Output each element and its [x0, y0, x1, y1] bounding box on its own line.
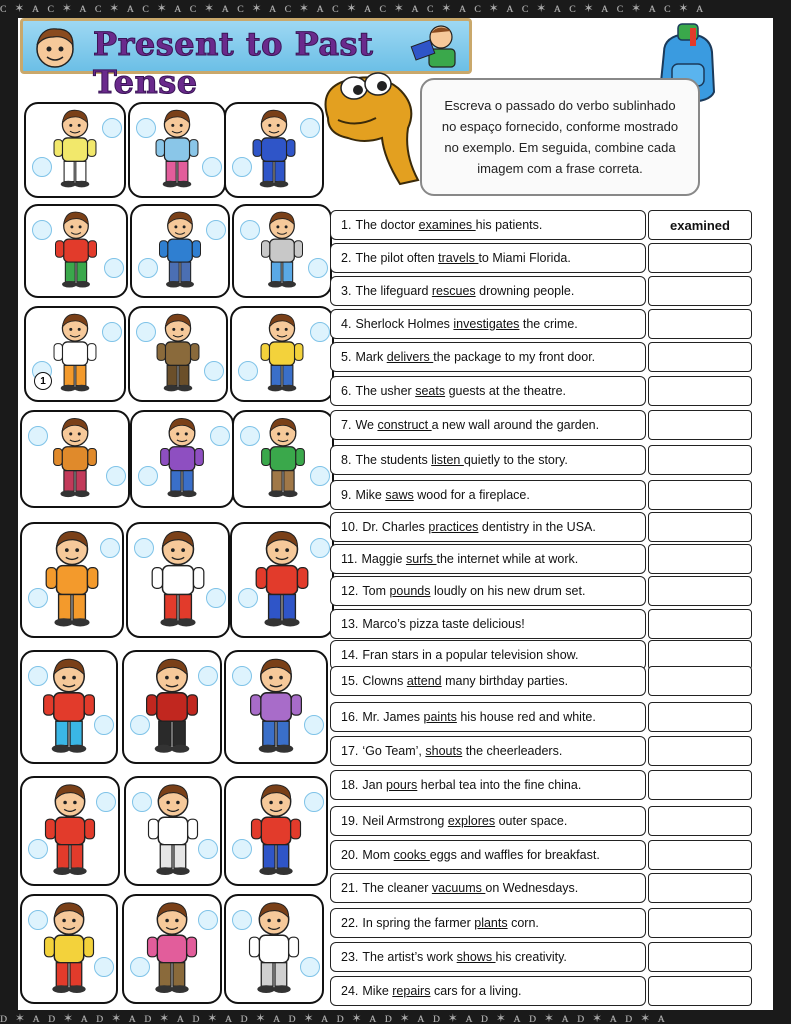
picture-doctor[interactable] [24, 102, 126, 198]
sentence-number: 1. [341, 218, 352, 232]
sentence-text: his patients. [475, 218, 543, 232]
underlined-verb: listen [431, 453, 464, 467]
bubble-decoration [304, 715, 324, 735]
picture-guitar-boy[interactable] [130, 204, 230, 298]
picture-doctor-orange[interactable] [24, 306, 126, 402]
kid-figure-icon [257, 208, 308, 290]
picture-office-girl[interactable] [122, 894, 222, 1004]
sentence-text: a new wall around the garden. [431, 418, 600, 432]
sentence-text: Sherlock Holmes [355, 317, 454, 331]
sentence-text: the package to my front door. [433, 350, 596, 364]
kid-figure-icon [39, 898, 100, 996]
kid-figure-icon [38, 654, 101, 756]
answer-box[interactable] [648, 806, 752, 836]
sentence-number: 5. [341, 350, 352, 364]
sentence-number: 4. [341, 317, 352, 331]
answer-box[interactable] [648, 445, 752, 475]
sentence-row [330, 873, 646, 903]
kid-figure-icon [257, 414, 310, 500]
sentence-text: Jan [362, 778, 387, 792]
bubble-decoration [240, 220, 260, 240]
sentence-text: on Wednesdays. [485, 881, 579, 895]
underlined-verb: shows [456, 950, 496, 964]
sentence-number: 20. [341, 848, 359, 862]
answer-box[interactable] [648, 770, 752, 800]
underlined-verb: practices [428, 520, 479, 534]
bubble-decoration [310, 322, 330, 342]
sentence-row [330, 976, 646, 1006]
picture-cleaner[interactable] [20, 410, 130, 508]
sentence-number: 10. [341, 520, 359, 534]
sentence-text: Mr. James [362, 710, 424, 724]
sentence-text: dentistry in the USA. [478, 520, 596, 534]
kid-figure-icon [244, 898, 305, 996]
sentence-text: Mike [355, 488, 386, 502]
sentence-row [330, 942, 646, 972]
kid-figure-icon [156, 414, 209, 500]
sentence-text: The cleaner [362, 881, 432, 895]
bubble-decoration [94, 957, 114, 977]
bubble-decoration [232, 157, 252, 177]
instructions-bubble [420, 78, 700, 196]
bubble-decoration [238, 588, 258, 608]
underlined-verb: pounds [389, 584, 431, 598]
picture-clown[interactable] [20, 650, 118, 764]
bubble-decoration [210, 426, 230, 446]
kid-figure-icon [51, 208, 102, 290]
bubble-decoration [96, 792, 116, 812]
underlined-verb: explores [447, 814, 496, 828]
sentence-text: Dr. Charles [362, 520, 429, 534]
underlined-verb: repairs [392, 984, 431, 998]
bubble-decoration [32, 220, 52, 240]
sentence-text: The doctor [355, 218, 419, 232]
bubble-decoration [204, 361, 224, 381]
picture-cheerleader[interactable] [230, 522, 334, 638]
bubble-decoration [308, 258, 328, 278]
underlined-verb: saws [385, 488, 414, 502]
instructions-text: Escreva o passado do verbo sublinhado no espaço fornecido, conforme mostrado no exemplo. Em seguida, combine cada imagem com a frase correta. [441, 98, 679, 176]
sentence-row [330, 908, 646, 938]
bubble-decoration [106, 466, 126, 486]
picture-drummer[interactable] [230, 306, 334, 402]
sentence-text: The lifeguard [355, 284, 432, 298]
bubble-decoration [94, 715, 114, 735]
underlined-verb: attend [406, 674, 442, 688]
sentence-number: 24. [341, 984, 359, 998]
bubble-decoration [28, 910, 48, 930]
sentence-row [330, 445, 646, 475]
sentence-number: 22. [341, 916, 359, 930]
picture-lifeguard[interactable] [126, 522, 230, 638]
sentence-row [330, 309, 646, 339]
sentence-row [330, 243, 646, 273]
sentence-text: herbal tea into the fine china. [417, 778, 582, 792]
sentence-number: 16. [341, 710, 359, 724]
bubble-decoration [310, 538, 330, 558]
bubble-decoration [300, 118, 320, 138]
bubble-decoration [28, 588, 48, 608]
sentence-number: 7. [341, 418, 352, 432]
sentence-row [330, 376, 646, 406]
sentence-text: ‘Go Team’, [362, 744, 426, 758]
underlined-verb: delivers [386, 350, 434, 364]
kid-figure-icon [155, 208, 206, 290]
kid-figure-icon [256, 310, 308, 394]
sentence-text: his creativity. [495, 950, 567, 964]
sentence-text: the cheerleaders. [462, 744, 563, 758]
picture-farmer[interactable] [224, 776, 328, 886]
sentence-text: Clowns [362, 674, 407, 688]
sentence-number: 18. [341, 778, 359, 792]
bubble-decoration [238, 361, 258, 381]
sentence-text: cars for a living. [430, 984, 522, 998]
bubble-decoration [138, 466, 158, 486]
sentence-row [330, 609, 646, 639]
answer-box[interactable] [648, 942, 752, 972]
sentence-row [330, 702, 646, 732]
sentence-text: quietly to the story. [463, 453, 568, 467]
picture-teacher[interactable] [224, 102, 324, 198]
sentence-number: 2. [341, 251, 352, 265]
bubble-decoration [202, 157, 222, 177]
kid-figure-icon [141, 654, 204, 756]
sentence-number: 11. [341, 552, 358, 566]
underlined-verb: construct [377, 418, 432, 432]
bubble-decoration [130, 715, 150, 735]
bubble-decoration [28, 426, 48, 446]
picture-astronaut[interactable] [224, 894, 324, 1004]
sentence-text: Mike [362, 984, 393, 998]
worksheet [18, 18, 773, 1010]
kid-figure-icon [49, 414, 102, 500]
answer-box[interactable] [648, 480, 752, 510]
sentence-row [330, 840, 646, 870]
picture-mechanic[interactable] [20, 776, 120, 886]
sentence-text: corn. [507, 916, 539, 930]
example-number-badge: 1 [34, 372, 52, 390]
sentence-number: 9. [341, 488, 352, 502]
sentence-row [330, 210, 646, 240]
sentence-text: eggs and waffles for breakfast. [429, 848, 600, 862]
sentence-text: We [355, 418, 378, 432]
sentence-text: Mark [355, 350, 387, 364]
sentence-text: guests at the theatre. [445, 384, 567, 398]
sentence-number: 3. [341, 284, 352, 298]
kid-figure-icon [248, 106, 300, 190]
underlined-verb: investigates [453, 317, 520, 331]
bubble-decoration [134, 538, 154, 558]
bubble-decoration [102, 322, 122, 342]
bubble-decoration [32, 157, 52, 177]
sentence-row [330, 410, 646, 440]
sentence-text: Neil Armstrong [362, 814, 448, 828]
answer-box[interactable] [648, 609, 752, 639]
picture-tea-girl[interactable] [20, 894, 118, 1004]
answer-box[interactable] [648, 376, 752, 406]
picture-cook-mom[interactable] [224, 650, 328, 764]
underlined-verb: shouts [425, 744, 463, 758]
sentence-text: Maggie [361, 552, 406, 566]
bubble-decoration [100, 538, 120, 558]
underlined-verb: cooks [393, 848, 430, 862]
sentence-number: 23. [341, 950, 359, 964]
sentence-row [330, 342, 646, 372]
sentence-text: his house red and white. [456, 710, 596, 724]
picture-carpenter[interactable] [232, 410, 334, 508]
sentence-number: 6. [341, 384, 352, 398]
answer-box[interactable] [648, 512, 752, 542]
sentence-number: 21. [341, 881, 359, 895]
sentence-number: 12. [341, 584, 359, 598]
bubble-decoration [240, 426, 260, 446]
kid-figure-icon [152, 310, 204, 394]
answer-box[interactable] [648, 736, 752, 766]
sentence-row [330, 480, 646, 510]
kid-figure-icon [143, 780, 204, 878]
sentence-row [330, 770, 646, 800]
border-bottom-pattern: ᴅ ✶ ᴀ ᴅ ✶ ᴀ ᴅ ✶ ᴀ ᴅ ✶ ᴀ ᴅ ✶ ᴀ ᴅ ✶ ᴀ ᴅ ✶ ᴀ ᴅ ✶ ᴀ ᴅ ✶ ᴀ ᴅ ✶ ᴀ ᴅ ✶ ᴀ ᴅ ✶ ᴀ ᴅ ✶ ᴀ ᴅ ✶ ᴀ [0, 1010, 665, 1024]
underlined-verb: surfs [405, 552, 437, 566]
kid-figure-icon [49, 106, 101, 190]
answer-box[interactable] [648, 976, 752, 1006]
picture-chef-girl[interactable] [24, 204, 128, 298]
sentence-text: drowning people. [475, 284, 575, 298]
kid-figure-icon [146, 526, 210, 630]
picture-repairman[interactable] [20, 522, 124, 638]
sentence-number: 17. [341, 744, 359, 758]
underlined-verb: vacuums [431, 881, 486, 895]
bubble-decoration [206, 220, 226, 240]
answer-box[interactable] [648, 908, 752, 938]
answer-box[interactable] [648, 666, 752, 696]
bubble-decoration [300, 957, 320, 977]
picture-usher[interactable] [122, 650, 222, 764]
sentence-text: Mom [362, 848, 394, 862]
answer-box[interactable] [648, 243, 752, 273]
underlined-verb: pours [386, 778, 418, 792]
sentence-text: Tom [362, 584, 390, 598]
sentence-text: The pilot often [355, 251, 439, 265]
sentence-row [330, 576, 646, 606]
answer-box[interactable] [648, 410, 752, 440]
bubble-decoration [102, 118, 122, 138]
answer-box[interactable] [648, 276, 752, 306]
underlined-verb: paints [423, 710, 457, 724]
underlined-verb: travels [438, 251, 479, 265]
sentence-text: the crime. [519, 317, 578, 331]
sentence-row [330, 276, 646, 306]
sentence-text: The students [355, 453, 432, 467]
picture-pilot[interactable] [232, 204, 332, 298]
bubble-decoration [136, 118, 156, 138]
picture-students[interactable] [128, 102, 226, 198]
sentence-text: wood for a fireplace. [413, 488, 530, 502]
picture-pizza-chef[interactable] [124, 776, 222, 886]
kid-figure-icon [245, 654, 308, 756]
bubble-decoration [304, 792, 324, 812]
bubble-decoration [198, 666, 218, 686]
sentence-row [330, 544, 646, 574]
sentence-text: Fran stars in a popular television show. [362, 648, 579, 662]
bubble-decoration [136, 322, 156, 342]
picture-builder[interactable] [130, 410, 234, 508]
sentence-text: The usher [355, 384, 416, 398]
sentence-text: the internet while at work. [436, 552, 579, 566]
bubble-decoration [28, 839, 48, 859]
bubble-decoration [104, 258, 124, 278]
sentence-text: The artist’s work [362, 950, 457, 964]
sentence-text: many birthday parties. [441, 674, 569, 688]
sentence-row [330, 736, 646, 766]
bubble-decoration [198, 910, 218, 930]
sentence-number: 15. [341, 674, 359, 688]
kid-figure-icon [246, 780, 307, 878]
sentence-row [330, 806, 646, 836]
bubble-decoration [206, 588, 226, 608]
sentence-text: Marco’s pizza taste delicious! [362, 617, 525, 631]
bubble-decoration [130, 957, 150, 977]
bubble-decoration [132, 792, 152, 812]
underlined-verb: seats [415, 384, 446, 398]
kid-figure-icon [40, 526, 104, 630]
bubble-decoration [232, 910, 252, 930]
kid-figure-icon [40, 780, 101, 878]
underlined-verb: rescues [431, 284, 476, 298]
boy-face-icon [27, 23, 83, 71]
picture-detective[interactable] [128, 306, 228, 402]
underlined-verb: plants [474, 916, 508, 930]
answer-box-example[interactable]: examined [648, 210, 752, 240]
sentence-text: outer space. [495, 814, 568, 828]
sentence-text: In spring the farmer [362, 916, 475, 930]
sentence-row [330, 666, 646, 696]
bubble-decoration [232, 666, 252, 686]
answer-box[interactable] [648, 702, 752, 732]
bubble-decoration [232, 839, 252, 859]
sentence-text: loudly on his new drum set. [430, 584, 586, 598]
answer-box[interactable] [648, 309, 752, 339]
bubble-decoration [310, 466, 330, 486]
bubble-decoration [198, 839, 218, 859]
sentence-text: to Miami Florida. [478, 251, 571, 265]
kid-figure-icon [142, 898, 203, 996]
sentence-row [330, 512, 646, 542]
underlined-verb: examines [418, 218, 476, 232]
answer-box[interactable] [648, 342, 752, 372]
answer-box[interactable] [648, 873, 752, 903]
sentence-number: 13. [341, 617, 359, 631]
bubble-decoration [138, 258, 158, 278]
answer-box[interactable] [648, 840, 752, 870]
answer-box[interactable] [648, 576, 752, 606]
sentence-number: 19. [341, 814, 359, 828]
page-title: Present to Past Tense [93, 25, 374, 101]
border-top-pattern: ᴄ ✶ ᴀ ᴄ ✶ ᴀ ᴄ ✶ ᴀ ᴄ ✶ ᴀ ᴄ ✶ ᴀ ᴄ ✶ ᴀ ᴄ ✶ ᴀ ᴄ ✶ ᴀ ᴄ ✶ ᴀ ᴄ ✶ ᴀ ᴄ ✶ ᴀ ᴄ ✶ ᴀ ᴄ ✶ ᴀ ᴄ ✶ ᴀ ᴄ ✶ ᴀ [0, 0, 704, 16]
answer-box[interactable] [648, 544, 752, 574]
sentence-number: 14. [341, 648, 359, 662]
kid-figure-icon [250, 526, 314, 630]
kid-figure-icon [151, 106, 203, 190]
kid-figure-icon [49, 310, 101, 394]
bubble-decoration [28, 666, 48, 686]
sentence-number: 8. [341, 453, 352, 467]
